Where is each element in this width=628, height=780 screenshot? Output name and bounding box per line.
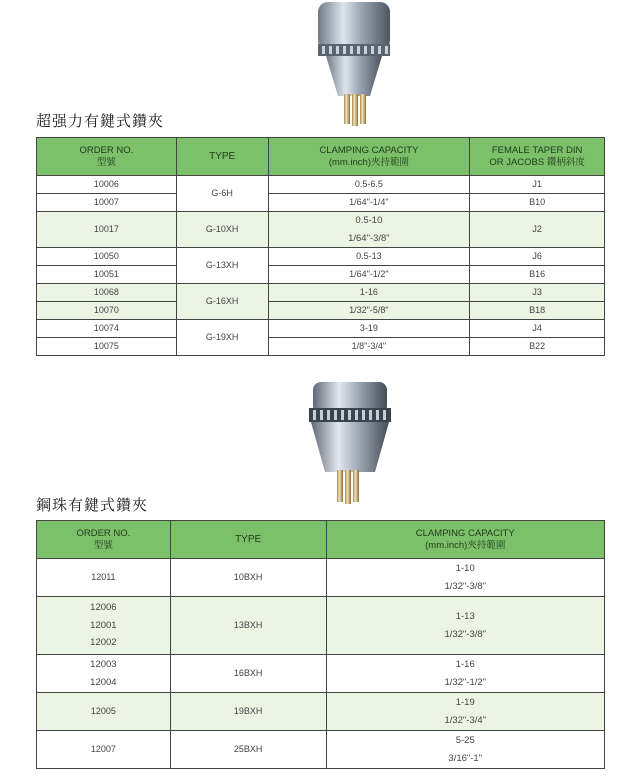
table-row: 10068 G-16XH 1-16 J3 bbox=[37, 284, 605, 302]
table-row: 10006 G-6H 0.5-6.5 J1 bbox=[37, 176, 605, 194]
header-type: TYPE bbox=[176, 138, 268, 176]
chuck-table-1 bbox=[36, 137, 605, 356]
drill-chuck-image-2 bbox=[295, 378, 405, 508]
chuck-table-2 bbox=[36, 520, 605, 769]
table-row: 12007 25BXH 5-25 3/16"-1" bbox=[37, 731, 605, 769]
table-row: 12005 19BXH 1-19 1/32"-3/4" bbox=[37, 693, 605, 731]
table-row: 10050 G-13XH 0.5-13 J6 bbox=[37, 248, 605, 266]
table-row: 10070 1/32"-5/8" B18 bbox=[37, 302, 605, 320]
table2-header-row bbox=[37, 521, 605, 559]
section-title-2: 鋼珠有鍵式鑽夾 bbox=[36, 496, 149, 514]
header-type: TYPE bbox=[170, 521, 326, 559]
table-row: 10017 G-10XH 0.5-10 1/64"-3/8" J2 bbox=[37, 212, 605, 248]
table-row: 10075 1/8"-3/4" B22 bbox=[37, 338, 605, 356]
header-order-no: ORDER NO. 型號 bbox=[37, 138, 177, 176]
section-title-1: 超强力有鍵式鑽夾 bbox=[36, 112, 165, 130]
table-row: 10074 G-19XH 3-19 J4 bbox=[37, 320, 605, 338]
table-row: 10051 1/64"-1/2" B16 bbox=[37, 266, 605, 284]
table-row: 12011 10BXH 1-10 1/32"-3/8" bbox=[37, 559, 605, 597]
header-taper: FEMALE TAPER DIN OR JACOBS 鑽柄斜度 bbox=[470, 138, 605, 176]
table-row: 10007 1/64"-1/4" B10 bbox=[37, 194, 605, 212]
table-row: 12006 12001 12002 13BXH 1-13 1/32"-3/8" bbox=[37, 597, 605, 655]
header-capacity: CLAMPING CAPACITY (mm.inch)夾持範圍 bbox=[326, 521, 605, 559]
header-capacity: CLAMPING CAPACITY (mm.inch)夾持範圍 bbox=[268, 138, 470, 176]
table1-header-row bbox=[37, 138, 605, 176]
table-row: 12003 12004 16BXH 1-16 1/32"-1/2" bbox=[37, 655, 605, 693]
drill-chuck-image-1 bbox=[300, 0, 410, 130]
header-order-no: ORDER NO. 型號 bbox=[37, 521, 171, 559]
